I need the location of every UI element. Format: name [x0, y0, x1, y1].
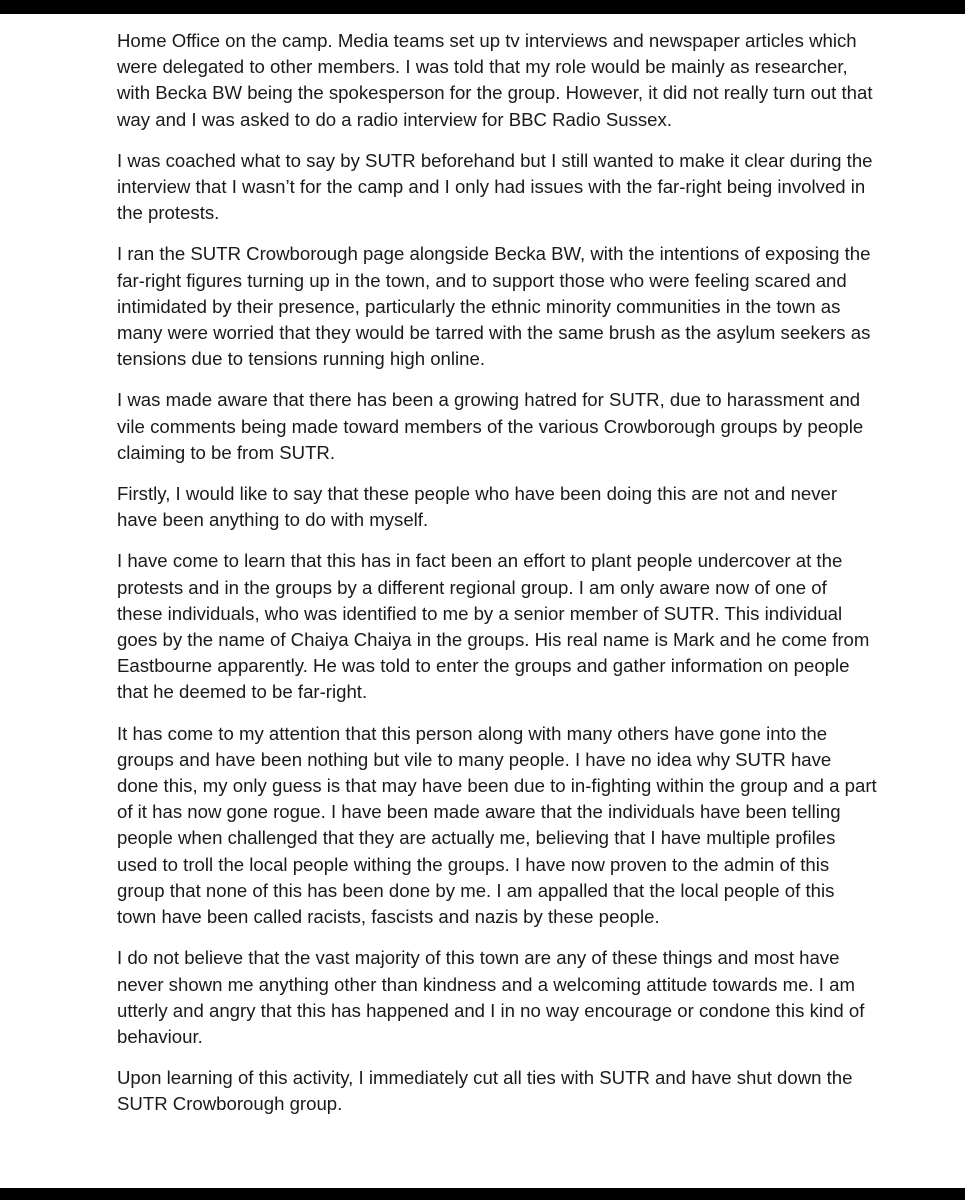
paragraph-1: Home Office on the camp. Media teams set up tv interviews and newspaper articles which were delegated to other members. I was told that my role would be mainly as researcher, with Becka BW being the spokesperson for the group. However, it did not really turn out that way and I was asked to do a radio interview for BBC Radio Sussex. — [117, 30, 873, 130]
document-body — [117, 28, 877, 1133]
bottom-frame-bar — [0, 1188, 965, 1200]
paragraph-4: I was made aware that there has been a growing hatred for SUTR, due to harassment and vile comments being made toward members of the various Crowborough groups by people claiming to be from SUTR. — [117, 389, 864, 463]
top-frame-bar — [0, 0, 965, 14]
paragraph-7: It has come to my attention that this person along with many others have gone into the groups and have been nothing but vile to many people. I have no idea why SUTR have done this, my only guess is that may have been due to in-fighting within the group and a part of it has now gone rogue. I have been made aware that the individuals have been telling people when challenged that they are actually me, believing that I have multiple profiles used to troll the local people withing the groups. I have now proven to the admin of this group that none of this has been done by me. I am appalled that the local people of this town have been called racists, fascists and nazis by these people. — [117, 722, 877, 928]
paragraph-3: I ran the SUTR Crowborough page alongside Becka BW, with the intentions of exposing the far-right figures turning up in the town, and to support those who were feeling scared and intimidated by their presence, particularly the ethnic minority communities in the town as many were worried that they would be tarred with the same brush as the asylum seekers as tensions due to tensions running high online. — [117, 243, 871, 370]
document-page — [0, 14, 965, 1188]
paragraph-9: Upon learning of this activity, I immediately cut all ties with SUTR and have shut down the SUTR Crowborough group. — [117, 1067, 853, 1115]
paragraph-5: Firstly, I would like to say that these people who have been doing this are not and never have been anything to do with myself. — [117, 483, 838, 531]
paragraph-2: I was coached what to say by SUTR beforehand but I still wanted to make it clear during the interview that I wasn’t for the camp and I only had issues with the far-right being involved in the protests. — [117, 149, 873, 224]
paragraph-8: I do not believe that the vast majority of this town are any of these things and most have never shown me anything other than kindness and a welcoming attitude towards me. I am utterly and angry that this has happened and I in no way encourage or condone this kind of behaviour. — [117, 947, 865, 1047]
paragraph-6: I have come to learn that this has in fact been an effort to plant people undercover at the protests and in the groups by a different regional group. I am only aware now of one of these individuals, who was identified to me by a senior member of SUTR. This individual goes by the name of Chaiya Chaiya in the groups. His real name is Mark and he come from Eastbourne apparently. He was told to enter the groups and gather information on people that he deemed to be far-right. — [117, 550, 870, 703]
